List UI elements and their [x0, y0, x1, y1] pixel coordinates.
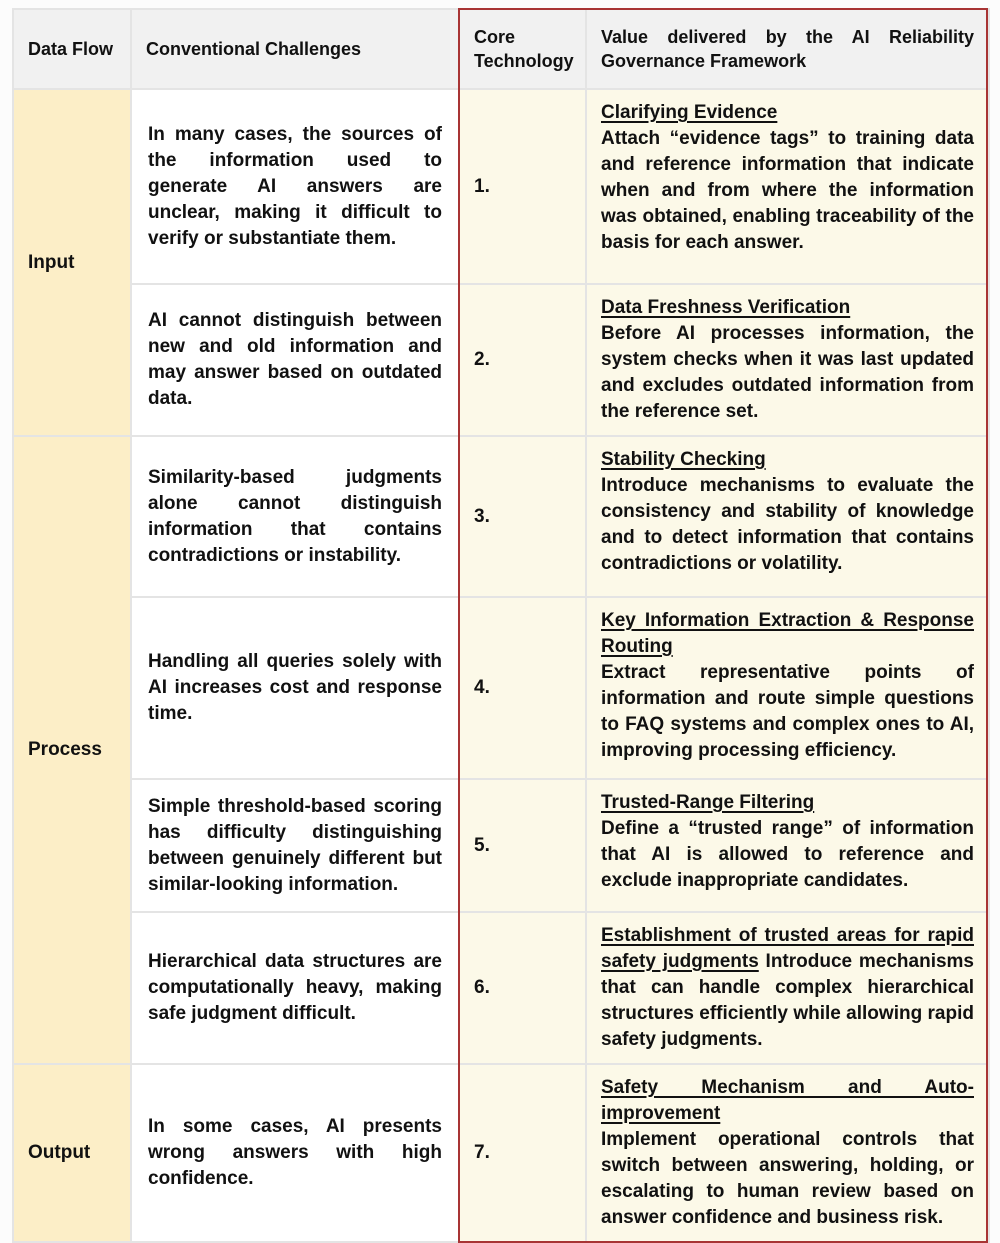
value-title: Trusted-Range Filtering: [601, 792, 815, 813]
value-body: Implement operational controls that switch between answering, holding, or escalating to human review based on answer confidence and business risk.: [601, 1129, 974, 1228]
table-row-1: [13, 89, 989, 284]
tech-number-cell: 7.: [459, 1064, 586, 1242]
table-row-6: [13, 912, 989, 1064]
value-title: Data Freshness Verification: [601, 297, 851, 318]
value-title: Key Information Extraction & Response Routing: [601, 610, 974, 657]
governance-framework-table-wrap: [12, 8, 988, 1243]
header-row: [13, 9, 989, 89]
table-row-5: [13, 779, 989, 912]
value-body: Before AI processes information, the system checks when it was last updated and excludes outdated information from the reference set.: [601, 323, 974, 422]
value-cell: [586, 912, 989, 1064]
value-cell: [586, 779, 989, 912]
governance-framework-table: [12, 8, 990, 1243]
tech-number-cell: 4.: [459, 597, 586, 779]
challenge-cell: In many cases, the sources of the information used to generate AI answers are unclear, making it difficult to verify or substantiate them.: [131, 89, 459, 284]
header-data-flow: Data Flow: [13, 9, 131, 89]
table-row-7: [13, 1064, 989, 1242]
flow-cell-process: Process: [13, 436, 131, 1064]
challenge-cell: Similarity-based judgments alone cannot distinguish information that contains contradictions or instability.: [131, 436, 459, 597]
value-cell: [586, 436, 989, 597]
header-challenges: Conventional Challenges: [131, 9, 459, 89]
challenge-cell: Handling all queries solely with AI increases cost and response time.: [131, 597, 459, 779]
challenge-cell: AI cannot distinguish between new and old information and may answer based on outdated data.: [131, 284, 459, 436]
value-body: Introduce mechanisms to evaluate the consistency and stability of knowledge and to detect information that contains contradictions or volatility.: [601, 475, 974, 574]
value-cell: [586, 284, 989, 436]
value-body: Define a “trusted range” of information that AI is allowed to reference and exclude inappropriate candidates.: [601, 818, 974, 891]
value-title: Safety Mechanism and Auto-improvement: [601, 1077, 974, 1124]
challenge-cell: In some cases, AI presents wrong answers with high confidence.: [131, 1064, 459, 1242]
tech-number-cell: 2.: [459, 284, 586, 436]
value-cell: [586, 597, 989, 779]
value-body: Extract representative points of information and route simple questions to FAQ systems and complex ones to AI, improving processing efficiency.: [601, 662, 974, 761]
value-title: Clarifying Evidence: [601, 102, 778, 123]
value-cell: [586, 1064, 989, 1242]
value-cell: [586, 89, 989, 284]
tech-number-cell: 5.: [459, 779, 586, 912]
value-body: Attach “evidence tags” to training data and reference information that indicate when and from where the information was obtained, enabling traceability of the basis for each answer.: [601, 128, 974, 253]
tech-number-cell: 3.: [459, 436, 586, 597]
flow-cell-output: Output: [13, 1064, 131, 1242]
value-title: Stability Checking: [601, 449, 766, 470]
flow-cell-input: Input: [13, 89, 131, 436]
table-row-2: [13, 284, 989, 436]
value-body: Introduce mechanisms that can handle complex hierarchical structures efficiently while allowing rapid safety judgments.: [601, 951, 974, 1050]
tech-number-cell: 6.: [459, 912, 586, 1064]
challenge-cell: Simple threshold-based scoring has difficulty distinguishing between genuinely different but similar-looking information.: [131, 779, 459, 912]
header-value: Value delivered by the AI Reliability Governance Framework: [586, 9, 989, 89]
value-title: Establishment of trusted areas for rapid safety judgments: [601, 925, 974, 972]
table-row-3: [13, 436, 989, 597]
tech-number-cell: 1.: [459, 89, 586, 284]
table-row-4: [13, 597, 989, 779]
challenge-cell: Hierarchical data structures are computationally heavy, making safe judgment difficult.: [131, 912, 459, 1064]
header-core-technology: Core Technology: [459, 9, 586, 89]
